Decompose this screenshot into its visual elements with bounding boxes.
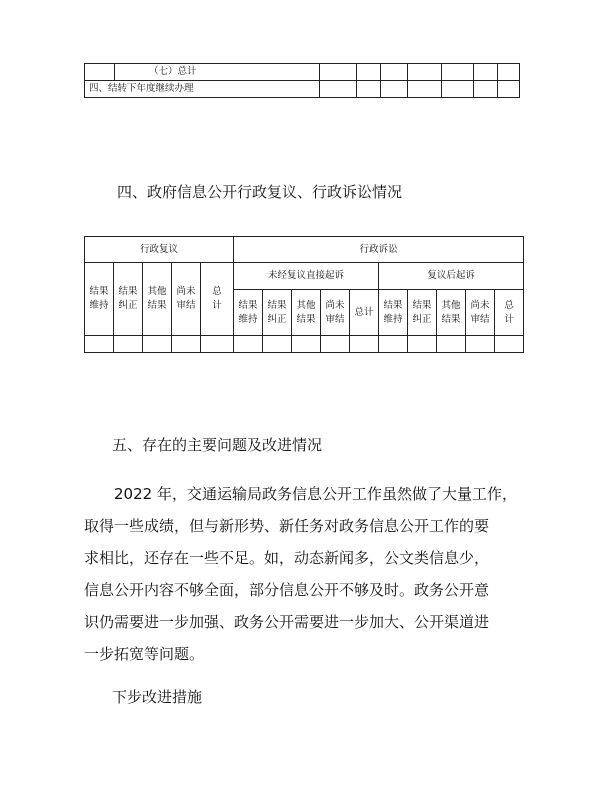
header-maintained: 结果 维持 bbox=[379, 290, 408, 336]
header-other: 其他 结果 bbox=[292, 290, 321, 336]
header-corrected: 结果 纠正 bbox=[263, 290, 292, 336]
paragraph-line: 取得一些成绩，但与新形势、新任务对政务信息公开工作的要 bbox=[84, 517, 490, 535]
header-other: 其他 结果 bbox=[437, 290, 466, 336]
header-corrected: 结果 纠正 bbox=[408, 290, 437, 336]
summary-table bbox=[84, 63, 520, 98]
paragraph-line: 求相比，还存在一些不足。如，动态新闻多，公文类信息少， bbox=[84, 549, 490, 567]
table-row bbox=[85, 237, 524, 263]
paragraph-line: 一步拓宽等问题。 bbox=[84, 645, 205, 663]
header-total: 总 计 bbox=[201, 263, 234, 336]
header-pending: 尚未 审结 bbox=[172, 263, 201, 336]
paragraph-line: 识仍需要进一步加强、政务公开需要进一步加大、公开渠道进 bbox=[84, 613, 490, 631]
row-label-total: （七）总计 bbox=[115, 64, 320, 81]
header-maintained: 结果 维持 bbox=[234, 290, 263, 336]
header-total: 总计 bbox=[350, 290, 379, 336]
table-row bbox=[85, 263, 524, 290]
header-corrected: 结果 纠正 bbox=[114, 263, 143, 336]
paragraph-line: 2022 年，交通运输局政务信息公开工作虽然做了大量工作， bbox=[114, 485, 517, 503]
paragraph-line: 信息公开内容不够全面，部分信息公开不够及时。政务公开意 bbox=[84, 581, 490, 599]
review-litigation-table bbox=[84, 236, 524, 353]
header-after-review: 复议后起诉 bbox=[379, 263, 524, 290]
header-other: 其他 结果 bbox=[143, 263, 172, 336]
table-row bbox=[85, 81, 520, 98]
row-label-carryover: 四、结转下年度继续办理 bbox=[85, 81, 320, 98]
header-pending: 尚未 审结 bbox=[321, 290, 350, 336]
section-heading-review-litigation: 四、政府信息公开行政复议、行政诉讼情况 bbox=[117, 183, 403, 201]
body-paragraph bbox=[84, 478, 520, 670]
header-admin-review: 行政复议 bbox=[85, 237, 234, 263]
header-maintained: 结果 维持 bbox=[85, 263, 114, 336]
header-direct-suit: 未经复议直接起诉 bbox=[234, 263, 379, 290]
subheading-improvement-measures: 下步改进措施 bbox=[112, 688, 203, 706]
section-heading-problems: 五、存在的主要问题及改进情况 bbox=[112, 436, 323, 454]
header-total: 总 计 bbox=[495, 290, 524, 336]
table-row bbox=[85, 336, 524, 353]
table-row bbox=[85, 64, 520, 81]
header-admin-litigation: 行政诉讼 bbox=[234, 237, 524, 263]
header-pending: 尚未 审结 bbox=[466, 290, 495, 336]
